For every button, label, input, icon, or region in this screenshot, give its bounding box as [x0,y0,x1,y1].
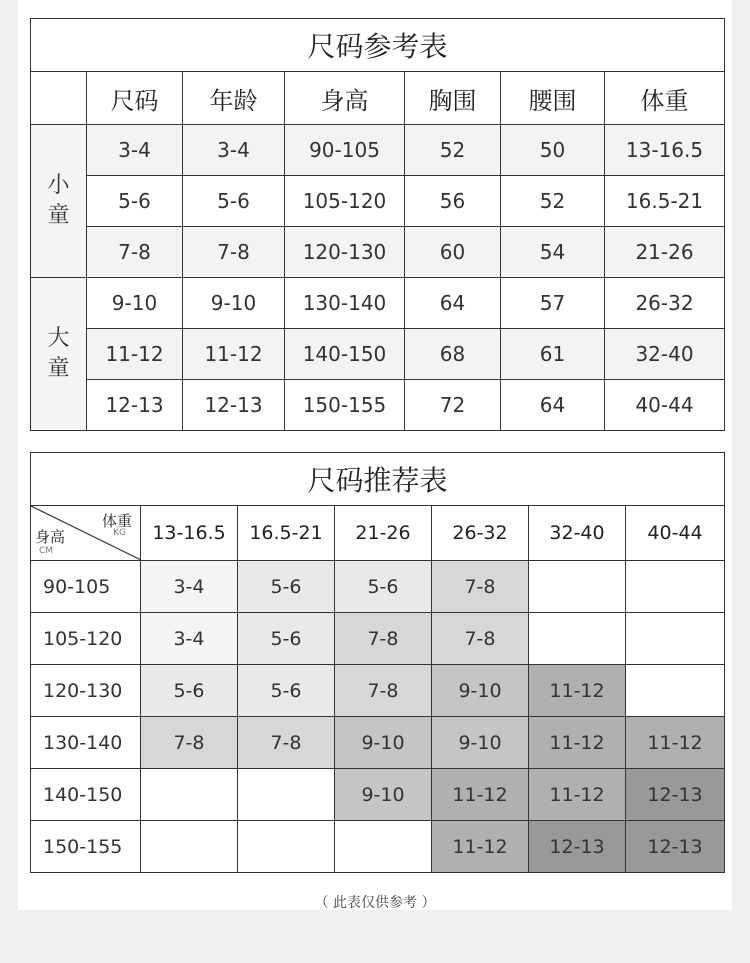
recommended-size-cell: 5-6 [238,613,335,665]
table-cell: 26-32 [605,278,725,329]
weight-column-header: 16.5-21 [238,506,335,561]
table-cell: 9-10 [183,278,285,329]
table-cell: 50 [501,125,605,176]
recommended-size-cell [626,561,725,613]
table-cell: 11-12 [87,329,183,380]
table-cell: 130-140 [285,278,405,329]
table-row [31,125,725,176]
table-cell: 72 [405,380,501,431]
recommended-size-cell: 5-6 [335,561,432,613]
header-height: 身高 [285,72,405,125]
table-row [31,561,725,613]
table-cell: 3-4 [183,125,285,176]
table-cell: 16.5-21 [605,176,725,227]
recommended-size-cell: 5-6 [141,665,238,717]
table-cell: 12-13 [87,380,183,431]
table-cell: 40-44 [605,380,725,431]
height-row-header: 140-150 [31,769,141,821]
recommended-size-cell: 9-10 [432,717,529,769]
corner-weight-unit: KG [113,528,126,538]
table-cell: 13-16.5 [605,125,725,176]
table-cell: 7-8 [87,227,183,278]
recommended-size-cell [141,769,238,821]
weight-column-header: 13-16.5 [141,506,238,561]
size-reference-title: 尺码参考表 [31,19,725,72]
table-cell: 105-120 [285,176,405,227]
group-label: 小 童 [31,125,87,278]
table-cell: 60 [405,227,501,278]
table-row [31,613,725,665]
recommended-size-cell: 11-12 [626,717,725,769]
height-row-header: 150-155 [31,821,141,873]
weight-column-header: 32-40 [529,506,626,561]
table-cell: 64 [405,278,501,329]
table-row [31,821,725,873]
weight-column-header: 40-44 [626,506,725,561]
size-recommendation-title: 尺码推荐表 [31,453,725,506]
table-row [31,329,725,380]
recommended-size-cell: 11-12 [432,769,529,821]
recommended-size-cell: 7-8 [432,561,529,613]
height-row-header: 130-140 [31,717,141,769]
table-cell: 56 [405,176,501,227]
corner-header [31,506,141,561]
header-weight: 体重 [605,72,725,125]
table-row [31,665,725,717]
table-cell: 21-26 [605,227,725,278]
recommended-size-cell [529,561,626,613]
recommended-size-cell: 12-13 [529,821,626,873]
table-row [31,176,725,227]
size-reference-table [30,18,725,431]
recommended-size-cell: 7-8 [432,613,529,665]
recommended-size-cell [238,821,335,873]
table-cell: 32-40 [605,329,725,380]
header-size: 尺码 [87,72,183,125]
header-chest: 胸围 [405,72,501,125]
height-row-header: 90-105 [31,561,141,613]
table-cell: 64 [501,380,605,431]
recommended-size-cell: 7-8 [141,717,238,769]
recommended-size-cell [238,769,335,821]
table-cell: 3-4 [87,125,183,176]
header-empty-cell [31,72,87,125]
header-age: 年龄 [183,72,285,125]
height-row-header: 120-130 [31,665,141,717]
table-cell: 52 [501,176,605,227]
recommended-size-cell: 5-6 [238,665,335,717]
recommended-size-cell: 9-10 [335,717,432,769]
recommended-size-cell: 7-8 [335,613,432,665]
table-cell: 150-155 [285,380,405,431]
table-cell: 61 [501,329,605,380]
table-cell: 12-13 [183,380,285,431]
recommended-size-cell: 5-6 [238,561,335,613]
recommended-size-cell: 11-12 [529,717,626,769]
table-row [31,278,725,329]
recommended-size-cell: 9-10 [432,665,529,717]
table-cell: 9-10 [87,278,183,329]
table-cell: 120-130 [285,227,405,278]
table-cell: 68 [405,329,501,380]
recommended-size-cell [626,613,725,665]
table-cell: 90-105 [285,125,405,176]
size-recommendation-table [30,452,725,873]
table-row [31,717,725,769]
weight-column-header: 26-32 [432,506,529,561]
weight-column-header: 21-26 [335,506,432,561]
recommended-size-cell: 7-8 [335,665,432,717]
recommended-size-cell: 11-12 [529,769,626,821]
table-row [31,227,725,278]
group-label: 大 童 [31,278,87,431]
table-cell: 7-8 [183,227,285,278]
header-waist: 腰围 [501,72,605,125]
recommended-size-cell [626,665,725,717]
recommended-size-cell: 11-12 [432,821,529,873]
height-row-header: 105-120 [31,613,141,665]
recommended-size-cell: 7-8 [238,717,335,769]
footnote: （ 此表仅供参考 ） [314,895,436,911]
recommended-size-cell [335,821,432,873]
corner-weight-label: 体重 [101,512,132,530]
corner-height-unit: CM [39,546,54,556]
recommended-size-cell [141,821,238,873]
recommended-size-cell: 12-13 [626,821,725,873]
table-cell: 54 [501,227,605,278]
recommended-size-cell: 9-10 [335,769,432,821]
recommended-size-cell: 3-4 [141,561,238,613]
table-cell: 11-12 [183,329,285,380]
table-cell: 5-6 [183,176,285,227]
corner-height-label: 身高 [35,528,66,546]
recommended-size-cell: 12-13 [626,769,725,821]
recommended-size-cell: 11-12 [529,665,626,717]
table-cell: 5-6 [87,176,183,227]
table-cell: 52 [405,125,501,176]
table-row [31,380,725,431]
table-cell: 57 [501,278,605,329]
recommended-size-cell [529,613,626,665]
table-cell: 140-150 [285,329,405,380]
table-row [31,769,725,821]
recommended-size-cell: 3-4 [141,613,238,665]
